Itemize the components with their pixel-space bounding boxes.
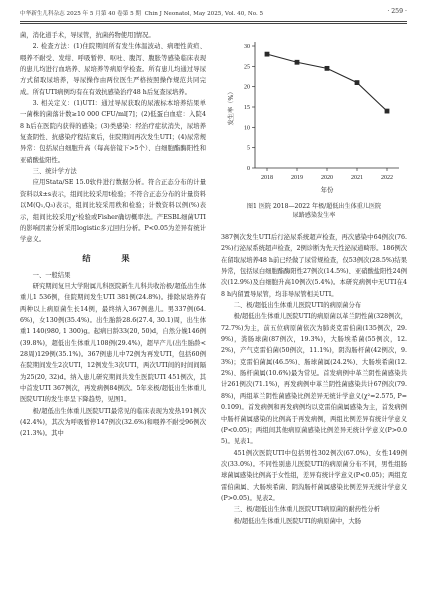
incidence-chart-svg [221,28,407,200]
journal-name-en: Chin J Neonatol, May 2025, Vol. 40, No. 5 [144,11,264,17]
paragraph: 极/超低出生体重儿医院UTI最常见的临床表现为发热191例次(42.4%)，其次为呼吸暂停147例次(32.6%)和喂养不耐受96例次(21.3%)。其中 [20,407,206,438]
x-tick-label: 2019 [291,175,303,181]
results-heading: 结 果 [82,252,144,263]
data-point [265,52,270,57]
paragraph: 研究期间复旦大学附属儿科医院新生儿科共收治极/超低出生体重儿1 536例，住院期间发生UTI 381例(24.8%)。排除尿培养有两种以上病原菌生长14例，最终纳入367例患儿。男337例(64.6%)，女130例(35.4%)。出生胎龄28.6(27.4, 30.1)周，出生体重1 140(980, 1 300)g。起病日龄33(20, 50)d，自然分娩146例(39.8%)，超低出生体重儿108例(29.4%)，超早产儿(出生胎龄<28周)129例(35.1%)。367例患儿中72例为再发UTI，包括60例在院期间发生2次UTI，12例发生3次UTI，两次UTI间的时间间隔为25(20, 32)d。纳入患儿研究期间共发生医院UTI 451例次，其中首发UTI 367例次，再发病例84例次。5年来极/超低出生体重儿医院UTI的发生率呈下降趋势，见图1。 [20,282,206,404]
paragraph: 二、极/超低出生体重儿医院UTI的病原菌分布 [233,302,362,310]
y-tick-label: 30 [244,44,250,50]
journal-name-cn: 中华新生儿科杂志 2025 年 5 月第 40 卷第 5 期 [20,11,142,17]
results-paragraphs [20,270,206,440]
x-axis-label: 年份 [320,186,334,194]
y-tick-label: 5 [247,145,250,152]
y-axis-label: 发生率（%） [228,88,235,126]
caption-line-2: 尿路感染发生率 [292,212,336,219]
x-tick-label: 2021 [351,175,363,181]
right-column [221,232,407,527]
incidence-chart [221,28,407,200]
data-point [295,60,300,65]
y-tick-label: 15 [244,105,250,111]
y-tick-label: 20 [244,84,250,91]
paragraph: 三、极/超低出生体重儿医院UTI病原菌的耐药性分析 [233,506,380,514]
paragraph: 菌，消化道手术，导尿管，抗菌药物使用]情况。 [20,32,155,39]
y-tick-label: 0 [247,166,250,172]
paragraph: 三、统计学方法 [32,168,77,176]
paragraph: 极/超低出生体重儿医院UTI的病原菌以革兰阴性菌(328例次，72.7%)为主，前五位病原菌依次为肺炎克雷伯菌(135例次，29.9%)，粪肠球菌(87例次，19.3%)，大肠埃希菌(55例次，12.2%)，产气克雷伯菌(50例次，11.1%)，阴沟肠杆菌(42例次，9.3%)；克雷伯菌属(46.5%)、肠球菌属(24.2%)、大肠埃希菌(12.2%)、肠杆菌属(10.6%)最为常见。首发病例中革兰阴性菌感染共计261例次(71.1%)，再发病例中革兰阴性菌感染共计67例次(79.8%)，两组革兰阴性菌感染比例差异无统计学意义(χ²=2.575, P=0.109)。首发病例和再发病例均以克雷伯菌属感染为主，首发病例中肠杆菌属感染的比例高于再发病例，两组比例差异有统计学意义(P<0.05)；两组间其他病原菌感染比例差异无统计学意义(P>0.05)。见表1。 [221,313,408,446]
left-column [20,30,206,440]
x-tick-label: 2018 [261,175,273,181]
paragraph: 451例次医院UTI中包括男性302例次(67.0%)、女性149例次(33.0%)。不同性别患儿医院UTI的病原菌分布不同，男性组肠球菌属感染比例高于女性组，差异有统计学意义(P<0.05)；两组克雷伯菌属、大肠埃希菌、阴沟肠杆菌属感染比例差异无统计学意义(P>0.05)。见表2。 [221,449,407,502]
caption-line-1: 图1 医院 2018—2022 年极/超低出生体重儿医院 [246,203,382,210]
paragraph: 2. 检查方法：(1)住院期间所有发生体温波动、病理性黄疸、喂养不耐受、发绀、呼吸暂停、呕吐、腹泻、腹胀等感染临床表现的患儿均进行血培养、尿培养等病原学检查。所有患儿均通过导尿方式留取尿培养，导尿操作由两位医生严格按照操作规范共同完成。所有UTI病例均有在有效抗感染治疗48 h后复查尿培养。 [20,43,206,96]
paragraph: 387例次发生UTI后行泌尿系统超声检查，再次感染中64例次(76.2%)行泌尿系统超声检查，2例诊断为先天性泌尿道畸形。186例次在留取尿培养48 h前已经做了尿常规检查，仅53例次(28.5%)结果异常，包括尿白细胞酯酶阳性27例次(14.5%)、亚硝酸盐阳性24例次(12.9%)及白细胞升高10例次(5.4%)。本研究病例中无UTI在48 h内留置导尿管，均非导尿管相关UTI。 [221,234,407,298]
y-tick-label: 25 [244,64,250,71]
paragraph: 一、一般结果 [32,271,71,279]
series-line [267,54,387,111]
running-header [20,6,407,18]
x-tick-label: 2020 [321,175,333,181]
paragraph: 3. 相关定义：(1)UTI：通过导尿获取的尿液标本培养结果单一菌株的菌落计数≥10 000 CFU/ml[7]；(2)低蛋白血症：入院48 h后在医院内获得的感染；(3)类感染：经治疗症状消失，尿培养复查阴性、抗感染疗程结束后，住院期间再次发生UTI；(4)尿常规异常：包括尿白细胞升高（每高倍镜下>5个）、白细胞酯酶阳性和亚硝酸盐阳性。 [20,100,206,164]
figure-caption [221,202,407,220]
header-rule-top [20,21,407,22]
data-point [385,109,390,114]
page-number: · 259 · [387,8,407,15]
y-tick-label: 10 [244,125,250,132]
paragraph: 极/超低出生体重儿医院UTI的病原菌中，大肠 [233,517,362,525]
journal-citation [20,9,263,17]
data-point [355,80,360,85]
method-paragraphs [20,30,206,246]
data-point [325,66,330,71]
header-rule-bottom [20,23,407,24]
x-tick-label: 2022 [381,175,393,181]
paragraph: 应用Stata/SE 15.0软件进行数据分析。符合正态分布的计量资料以x̄±s表示，组间比较采用t检验；不符合正态分布的计量资料以M(Q₁,Q₃)表示，组间比较采用秩和检验；计数资料以例(%)表示，组间比较采用χ²检验或Fisher确切概率法。产ESBL细菌UTI的影响因素分析采用logistic多元回归分析。P<0.05为差异有统计学意义。 [20,179,206,244]
